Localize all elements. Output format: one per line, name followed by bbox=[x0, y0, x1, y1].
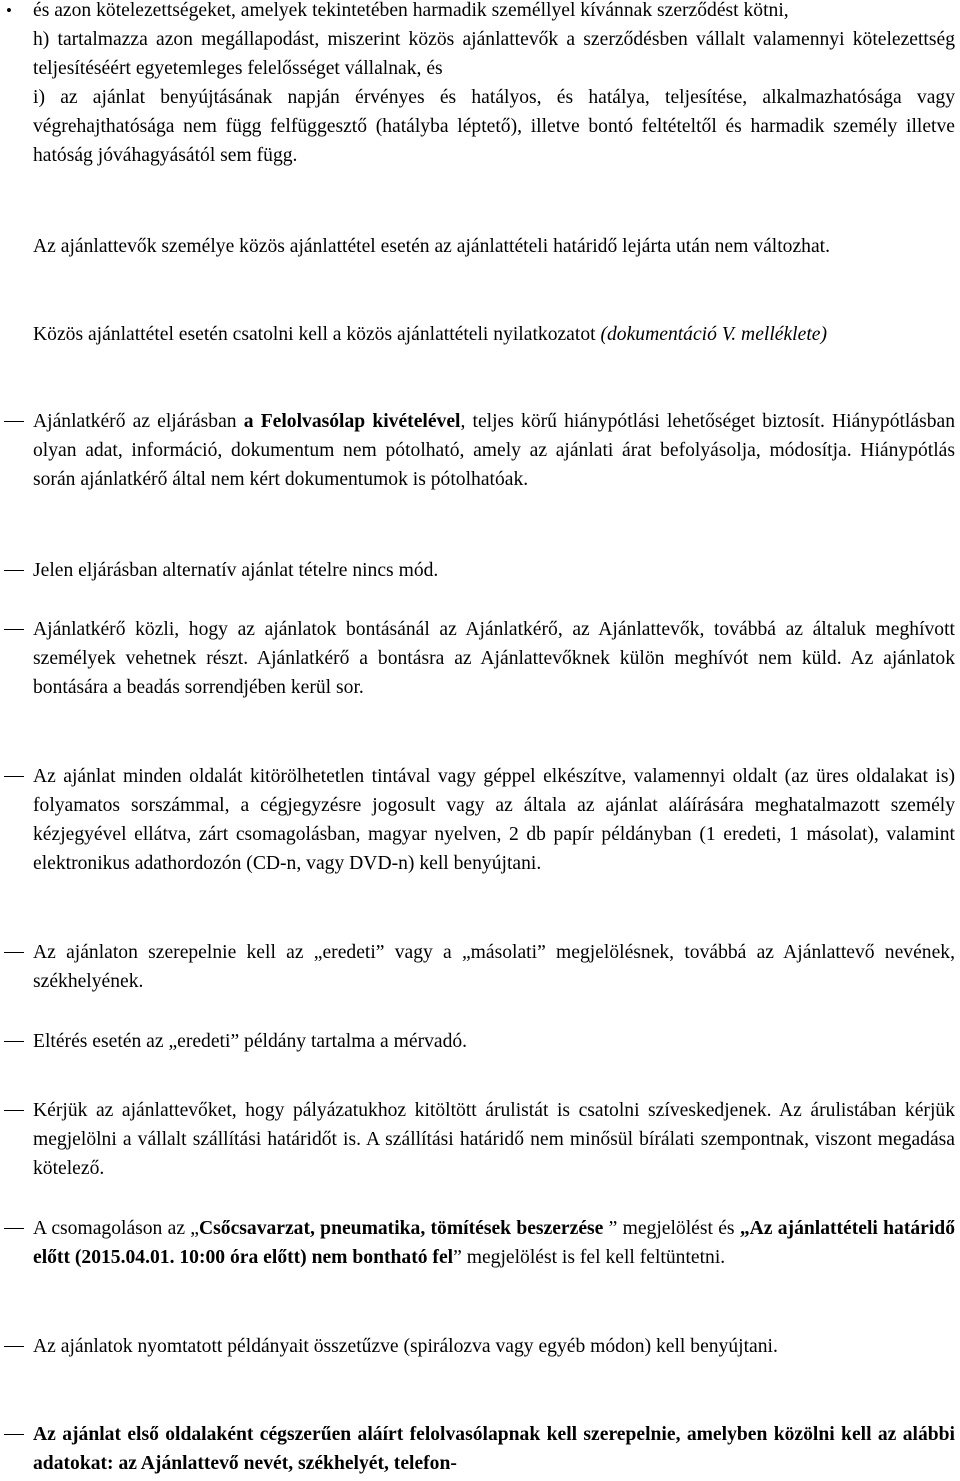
list-item: Az ajánlaton szerepelnie kell az „eredeti” vagy a „másolati” megjelölésnek, továbbá az Ajánlattevő nevének, székhelyének. bbox=[33, 938, 955, 996]
list-item: Jelen eljárásban alternatív ajánlat tételre nincs mód. bbox=[33, 556, 955, 585]
dash-icon bbox=[4, 762, 24, 791]
dash-icon bbox=[4, 1420, 24, 1449]
paragraph-joint-declaration bbox=[33, 320, 955, 349]
list-item: Az ajánlat minden oldalát kitörölhetetlen tintával vagy géppel elkészítve, valamennyi oldalt (az üres oldalakat is) folyamatos sorszámmal, a cégjegyzésre jogosult vagy az általa az ajánlat aláírására meghatalmazott személy kézjegyével ellátva, zárt csomagolásban, magyar nyelven, 2 db papír példányban (1 eredeti, 1 másolat), valamint elektronikus adathordozón (CD-n, vagy DVD-n) kell benyújtani. bbox=[33, 762, 955, 878]
bullet-icon: • bbox=[6, 1, 12, 20]
joint-declaration-reference: (dokumentáció V. melléklete) bbox=[600, 324, 827, 345]
bold-emphasis: „Az ajánlattételi határidő előtt (2015.04.01. 10:00 óra előtt) nem bontható fel bbox=[33, 1218, 955, 1268]
dash-icon bbox=[4, 938, 24, 967]
dash-icon bbox=[4, 615, 24, 644]
list-item: Eltérés esetén az „eredeti” példány tartalma a mérvadó. bbox=[33, 1027, 955, 1056]
list-item: Ajánlatkérő közli, hogy az ajánlatok bontásánál az Ajánlatkérő, az Ajánlattevők, továbbá az általuk meghívott személyek vehetnek részt. Ajánlatkérő a bontásra az Ajánlattevőknek külön meghívót nem küld. Az ajánlatok bontására a beadás sorrendjében kerül sor. bbox=[33, 615, 955, 702]
dash-icon bbox=[4, 1027, 24, 1056]
bullet-paragraph bbox=[6, 0, 955, 170]
bullet-line-1: és azon kötelezettségeket, amelyek tekintetében harmadik személlyel kívánnak szerződést kötni, bbox=[33, 0, 789, 21]
dash-icon bbox=[4, 1214, 24, 1243]
sub-item-i: i) az ajánlat benyújtásának napján érvényes és hatályos, és hatálya, teljesítése, alkalmazhatósága vagy végrehajthatósága nem függ felfüggesztő (hatályba léptető), illetve bontó feltételtől és harmadik személy illetve hatóság jóváhagyásától sem függ. bbox=[33, 87, 955, 166]
paragraph-consortium-members: Az ajánlattevők személye közös ajánlattétel esetén az ajánlattételi határidő lejárta után nem változhat. bbox=[33, 236, 830, 257]
list-item: Az ajánlat első oldalaként cégszerűen aláírt felolvasólapnak kell szerepelnie, amelyben közölni kell az alábbi adatokat: az Ajánlattevő nevét, székhelyét, telefon- bbox=[33, 1420, 955, 1478]
bold-emphasis: a Felolvasólap kivételével bbox=[243, 411, 461, 432]
dash-icon bbox=[4, 1096, 24, 1125]
dash-icon bbox=[4, 1332, 24, 1361]
dash-icon bbox=[4, 556, 24, 585]
bold-emphasis: Csőcsavarzat, pneumatika, tömítések beszerzése bbox=[199, 1218, 604, 1239]
list-item: Az ajánlatok nyomtatott példányait összetűzve (spirálozva vagy egyéb módon) kell benyújtani. bbox=[33, 1332, 955, 1361]
sub-item-h: h) tartalmazza azon megállapodást, miszerint közös ajánlattevők a szerződésben vállalt valamennyi kötelezettség teljesítéséért egyetemleges felelősséget vállalnak, és bbox=[33, 29, 955, 79]
dash-icon bbox=[4, 407, 24, 436]
list-item: A csomagoláson az „Csőcsavarzat, pneumatika, tömítések beszerzése ” megjelölést és „Az ajánlattételi határidő előtt (2015.04.01. 10:00 óra előtt) nem bontható fel” megjelölést is fel kell feltüntetni. bbox=[33, 1214, 955, 1272]
list-item: Kérjük az ajánlattevőket, hogy pályázatukhoz kitöltött árulistát is csatolni szíveskedjenek. Az árulistában kérjük megjelölni a vállalt szállítási határidőt is. A szállítási határidő nem minősül bírálati szempontnak, viszont megadása kötelező. bbox=[33, 1096, 955, 1183]
joint-declaration-text: Közös ajánlattétel esetén csatolni kell a közös ajánlattételi nyilatkozatot bbox=[33, 324, 596, 345]
list-item: Ajánlatkérő az eljárásban a Felolvasólap kivételével, teljes körű hiánypótlási lehetőséget biztosít. Hiánypótlásban olyan adat, információ, dokumentum nem pótolható, amely az ajánlati árat befolyásolja, módosítja. Hiánypótlás során ajánlatkérő által nem kért dokumentumok is pótolhatóak. bbox=[33, 407, 955, 494]
